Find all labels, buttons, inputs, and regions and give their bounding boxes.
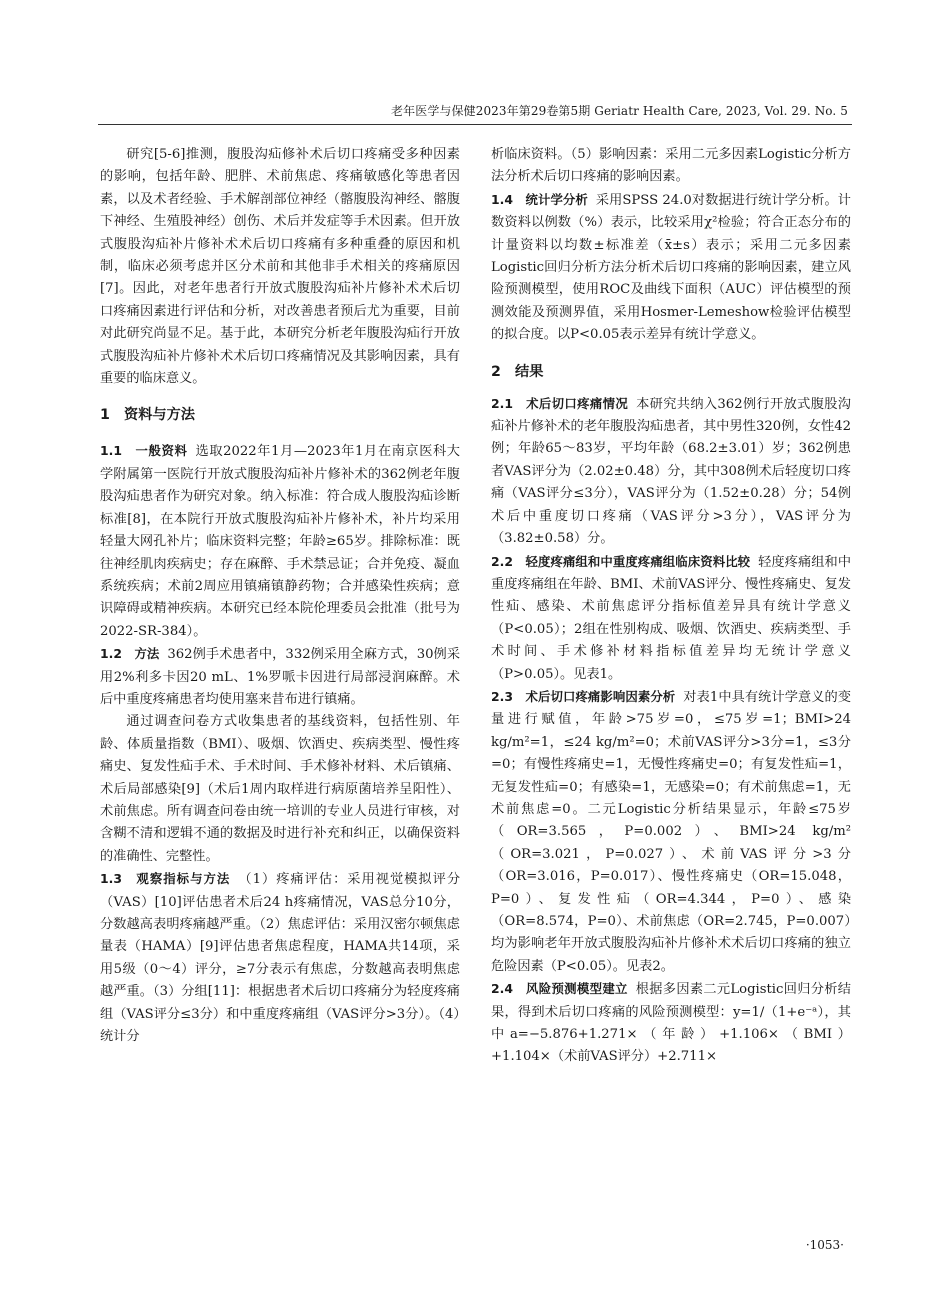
subsection-2-2-text: 轻度疼痛组和中重度疼痛组在年龄、BMI、术前VAS评分、慢性疼痛史、复发性疝、感染、术前焦虑评分指标值差异具有统计学意义（P<0.05）；2组在性别构成、吸烟、饮酒史、疾病类型、手术时间、手术修补材料指标值差异均无统计学意义（P>0.05）。见表1。 <box>491 554 852 682</box>
continuation-paragraph: 析临床资料。（5）影响因素：采用二元多因素Logistic分析方法分析术后切口疼痛的影响因素。 <box>491 147 851 185</box>
section-1-heading: 1 资料与方法 <box>100 407 195 424</box>
subsection-1-3 <box>100 868 460 1048</box>
subsection-1-1-text: 选取2022年1月—2023年1月在南京医科大学附属第一医院行开放式腹股沟疝补片修补术的362例老年腹股沟疝患者作为研究对象。纳入标准：符合成人腹股沟疝诊断标准[8]，在本院行开放式腹股沟疝补片修补术，补片均采用轻量大网孔补片；临床资料完整；年龄≥65岁。排除标准：既往神经肌肉疾病史；存在麻醉、手术禁忌证；合并免疫、凝血系统疾病；术前2周应用镇痛镇静药物；合并感染性疾病；意识障碍或精神疾病。本研究已经本院伦理委员会批准（批号为2022-SR-384）。 <box>100 444 460 639</box>
right-column <box>491 144 851 1069</box>
subsection-2-2 <box>491 551 851 686</box>
section-2-heading: 2 结果 <box>491 363 544 380</box>
subsection-1-2-title: 1.2 方法 <box>100 646 160 662</box>
subsection-2-3-text: 对表1中具有统计学意义的变量进行赋值，年龄>75岁=0，≤75岁=1；BMI>24 kg/m²=1，≤24 kg/m²=0；术前VAS评分>3分=1，≤3分=0；有慢性疼痛史=1，无慢性疼痛史=0；有复发性疝=1，无复发性疝=0；有感染=1，无感染=0；有术前焦虑=1，无术前焦虑=0。二元Logistic分析结果显示，年龄≤75岁（OR=3.565，P=0.002）、BMI>24 kg/m²（OR=3.021，P=0.027）、术前VAS评分>3分（OR=3.016，P=0.017）、慢性疼痛史（OR=15.048，P=0）、复发性疝（OR=4.344，P=0）、感染（OR=8.574，P=0）、术前焦虑（OR=2.745，P=0.007）均为影响老年开放式腹股沟疝补片修补术术后切口疼痛的独立危险因素（P<0.05）。见表2。 <box>491 689 852 974</box>
subsection-1-2 <box>100 643 460 711</box>
subsection-2-1-text: 本研究共纳入362例行开放式腹股沟疝补片修补术的老年腹股沟疝患者，其中男性320例，女性42例；年龄65～83岁，平均年龄（68.2±3.01）岁；362例患者VAS评分为（2.02±0.48）分，其中308例术后轻度切口疼痛（VAS评分≤3分），VAS评分为（1.52±0.28）分；54例术后中重度切口疼痛（VAS评分>3分），VAS评分为（3.82±0.58）分。 <box>491 396 851 547</box>
subsection-1-2-para2: 通过调查问卷方式收集患者的基线资料，包括性别、年龄、体质量指数（BMI）、吸烟、饮酒史、疾病类型、慢性疼痛史、复发性疝手术、手术时间、手术修补材料、术后镇痛、术后局部感染[9]（术后1周内取样进行病原菌培养呈阳性）、术前焦虑。所有调查问卷由统一培训的专业人员进行审核，对含糊不清和逻辑不通的数据及时进行补充和纠正，以确保资料的准确性、完整性。 <box>100 714 460 864</box>
subsection-1-4 <box>491 189 851 347</box>
subsection-2-3-title: 2.3 术后切口疼痛影响因素分析 <box>491 688 676 704</box>
running-header: 老年医学与保健2023年第29卷第5期 Geriatr Health Care, 2023, Vol. 29. No. 5 <box>391 104 848 118</box>
subsection-2-3 <box>491 686 851 978</box>
subsection-1-3-text: （1）疼痛评估：采用视觉模拟评分（VAS）[10]评估患者术后24 h疼痛情况，VAS总分10分，分数越高表明疼痛越严重。（2）焦虑评估：采用汉密尔顿焦虑量表（HAMA）[9]评估患者焦虑程度，HAMA共14项，采用5级（0～4）评分，≥7分表示有焦虑，分数越高表明焦虑越严重。（3）分组[11]：根据患者术后切口疼痛分为轻度疼痛组（VAS评分≤3分）和中重度疼痛组（VAS评分>3分）。（4）统计分 <box>100 872 461 1045</box>
subsection-1-2-text: 362例手术患者中，332例采用全麻方式，30例采用2%利多卡因20 mL、1%罗哌卡因进行局部浸润麻醉。术后中重度疼痛患者均使用塞来昔布进行镇痛。 <box>100 647 461 707</box>
subsection-2-1-title: 2.1 术后切口疼痛情况 <box>491 395 629 411</box>
subsection-1-4-text: 采用SPSS 24.0对数据进行统计学分析。计数资料以例数（%）表示，比较采用χ²检验；符合正态分布的计量资料以均数±标准差（x̄±s）表示；采用二元多因素Logistic回归分析方法分析术后切口疼痛的影响因素，建立风险预测模型，使用ROC及曲线下面积（AUC）评估模型的预测效能及预测界值，采用Hosmer-Lemeshow检验评估模型的拟合度。以P<0.05表示差异有统计学意义。 <box>491 192 851 343</box>
subsection-2-4 <box>491 978 851 1069</box>
subsection-2-4-title: 2.4 风险预测模型建立 <box>491 981 628 997</box>
intro-paragraph: 研究[5-6]推测，腹股沟疝修补术后切口疼痛受多种因素的影响，包括年龄、肥胖、术前焦虑、疼痛敏感化等患者因素，以及术者经验、手术解剖部位神经（髂腹股沟神经、髂腹下神经、生殖股神经）创伤、术后并发症等手术因素。但开放式腹股沟疝补片修补术术后切口疼痛有多种重叠的原因和机制，临床必须考虑并区分术前和其他非手术相关的疼痛原因[7]。因此，对老年患者行开放式腹股沟疝补片修补术术后切口疼痛因素进行评估和分析，对改善患者预后尤为重要，目前对此研究尚显不足。基于此，本研究分析老年腹股沟疝行开放式腹股沟疝补片修补术术后切口疼痛情况及其影响因素，具有重要的临床意义。 <box>100 147 460 387</box>
subsection-1-3-title: 1.3 观察指标与方法 <box>100 871 231 887</box>
header-rule <box>98 124 852 125</box>
subsection-2-4-text: 根据多因素二元Logistic回归分析结果，得到术后切口疼痛的风险预测模型：y=1/（1+e⁻ᵃ），其中a=−5.876+1.271×（年龄）+1.106×（BMI）+1.104×（术前VAS评分）+2.711× <box>491 982 851 1065</box>
subsection-1-1-title: 1.1 一般资料 <box>100 443 188 459</box>
subsection-1-4-title: 1.4 统计学分析 <box>491 191 588 207</box>
subsection-1-1 <box>100 440 460 643</box>
page-number: ·1053· <box>805 1238 844 1252</box>
subsection-2-2-title: 2.2 轻度疼痛组和中重度疼痛组临床资料比较 <box>491 553 751 569</box>
subsection-2-1 <box>491 393 851 551</box>
left-column <box>100 144 460 1048</box>
